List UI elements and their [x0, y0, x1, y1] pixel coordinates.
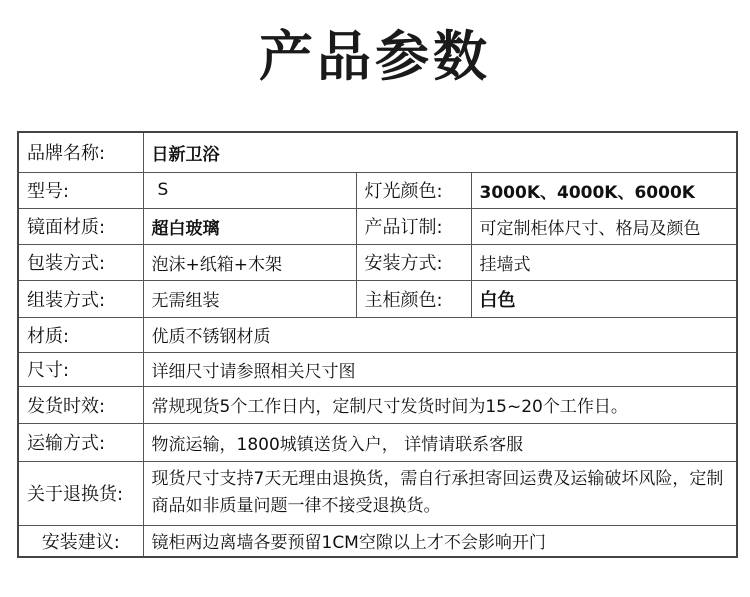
- row-label: 产品订制:: [356, 208, 471, 244]
- row-value: 可定制柜体尺寸、格局及颜色: [471, 208, 737, 244]
- table-row: [18, 525, 737, 557]
- row-value: 常规现货5个工作日内，定制尺寸发货时间为15~20个工作日。: [143, 386, 737, 423]
- row-label: 灯光颜色:: [356, 172, 471, 208]
- row-label: 安装建议:: [18, 525, 143, 557]
- row-value: 白色: [471, 280, 737, 317]
- row-label: 发货时效:: [18, 386, 143, 423]
- row-value: 无需组装: [143, 280, 356, 317]
- row-label: 运输方式:: [18, 423, 143, 461]
- row-value: 详细尺寸请参照相关尺寸图: [143, 352, 737, 386]
- row-value: 泡沫+纸箱+木架: [143, 244, 356, 280]
- row-value: 优质不锈钢材质: [143, 317, 737, 352]
- table-row: [18, 132, 737, 172]
- row-label: 品牌名称:: [18, 132, 143, 172]
- row-value: 物流运输，1800城镇送货入户， 详情请联系客服: [143, 423, 737, 461]
- row-label: 包装方式:: [18, 244, 143, 280]
- spec-table: [17, 131, 738, 558]
- row-value: 现货尺寸支持7天无理由退换货，需自行承担寄回运费及运输破坏风险，定制商品如非质量问题一律不接受退换货。: [143, 461, 737, 525]
- row-value: 超白玻璃: [143, 208, 356, 244]
- row-value: 挂墙式: [471, 244, 737, 280]
- table-row: [18, 386, 737, 423]
- row-label: 型号:: [18, 172, 143, 208]
- row-label: 组装方式:: [18, 280, 143, 317]
- table-row: [18, 352, 737, 386]
- row-label: 材质:: [18, 317, 143, 352]
- row-label: 镜面材质:: [18, 208, 143, 244]
- table-row: [18, 208, 737, 244]
- table-row: [18, 423, 737, 461]
- table-row: [18, 461, 737, 525]
- row-label: 主柜颜色:: [356, 280, 471, 317]
- row-label: 关于退换货:: [18, 461, 143, 525]
- table-row: [18, 244, 737, 280]
- page-title: 产品参数: [259, 25, 491, 88]
- table-row: [18, 317, 737, 352]
- table-row: [18, 172, 737, 208]
- row-value: S: [143, 172, 356, 208]
- row-value: 3000K、4000K、6000K: [471, 172, 737, 208]
- row-value: 日新卫浴: [143, 132, 737, 172]
- row-label: 尺寸:: [18, 352, 143, 386]
- row-value: 镜柜两边离墙各要预留1CM空隙以上才不会影响开门: [143, 525, 737, 557]
- row-label: 安装方式:: [356, 244, 471, 280]
- table-row: [18, 280, 737, 317]
